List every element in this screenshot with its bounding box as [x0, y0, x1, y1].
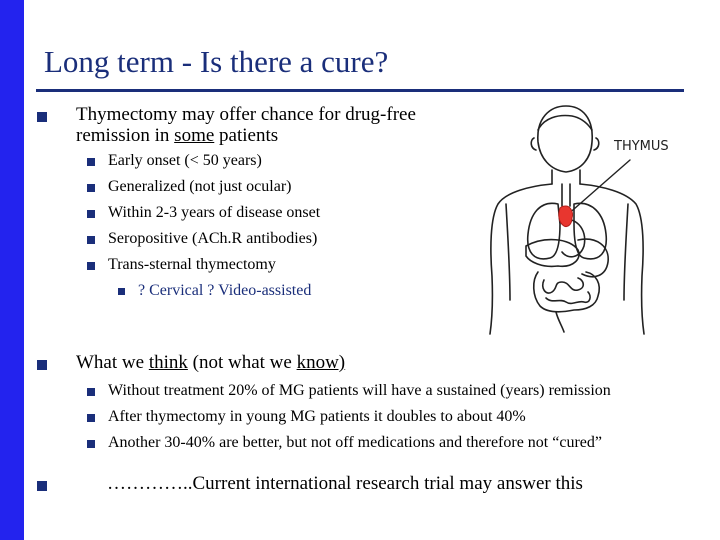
- subitem-text: After thymectomy in young MG patients it doubles to about 40%: [108, 408, 526, 425]
- subitem-text: Generalized (not just ocular): [108, 178, 292, 195]
- subitem-text: Early onset (< 50 years): [108, 152, 262, 169]
- subitem-text: Another 30-40% are better, but not off medications and therefore not “cured”: [108, 434, 602, 451]
- text-pre: What we: [76, 352, 149, 373]
- subsubitem-cervical: [118, 282, 378, 302]
- line2-text-end: patients: [214, 125, 279, 146]
- subitem-within-years: [85, 204, 385, 224]
- line2-text: remission in: [76, 125, 175, 146]
- bullet-marker: [87, 236, 95, 244]
- text-mid: (not what we: [187, 352, 297, 373]
- subsubitem-text: ? Cervical ? Video-assisted: [138, 282, 312, 299]
- bullet-research-trial-text: …………..Current international research trial may answer this: [107, 473, 583, 494]
- subitem-text: Seropositive (ACh.R antibodies): [108, 230, 318, 247]
- bullet-marker: [87, 414, 95, 422]
- sidebar-accent: [0, 0, 24, 540]
- bullet-marker: [118, 288, 125, 295]
- bullet-thymectomy: [36, 104, 466, 154]
- subitem-after-thymectomy: [85, 408, 685, 428]
- anatomy-thymus-illustration: [478, 100, 688, 335]
- bullet-research-trial: [36, 473, 666, 499]
- bullet-marker: [87, 388, 95, 396]
- subitem-generalized: [85, 178, 385, 198]
- bullet-marker: [87, 210, 95, 218]
- subitem-without-treatment: [85, 382, 685, 402]
- line2-underlined: some: [174, 125, 215, 146]
- text-underlined-think: think: [148, 352, 188, 373]
- bullet-what-we-think: [36, 352, 456, 378]
- subitem-another: [85, 434, 685, 454]
- subitem-text: Trans-sternal thymectomy: [108, 256, 276, 273]
- bullet-marker: [37, 360, 47, 370]
- text-underlined-know: know): [296, 352, 346, 373]
- bullet-what-we-think-text: [76, 352, 345, 374]
- subitem-trans-sternal: [85, 256, 385, 276]
- subitem-text: Without treatment 20% of MG patients will have a sustained (years) remission: [108, 382, 611, 399]
- bullet-thymectomy-line2: [76, 125, 278, 147]
- title-underline: [36, 89, 684, 92]
- bullet-thymectomy-line1: Thymectomy may offer chance for drug-free: [76, 104, 416, 125]
- bullet-marker: [87, 440, 95, 448]
- bullet-marker: [37, 112, 47, 122]
- thymus-label: THYMUS: [614, 139, 669, 154]
- thymus-highlight: [559, 206, 573, 227]
- slide-title: Long term - Is there a cure?: [44, 44, 389, 79]
- bullet-marker: [87, 158, 95, 166]
- subitem-text: Within 2-3 years of disease onset: [108, 204, 321, 221]
- subitem-early-onset: [85, 152, 385, 172]
- bullet-marker: [87, 262, 95, 270]
- bullet-marker: [87, 184, 95, 192]
- subitem-seropositive: [85, 230, 385, 250]
- bullet-marker: [37, 481, 47, 491]
